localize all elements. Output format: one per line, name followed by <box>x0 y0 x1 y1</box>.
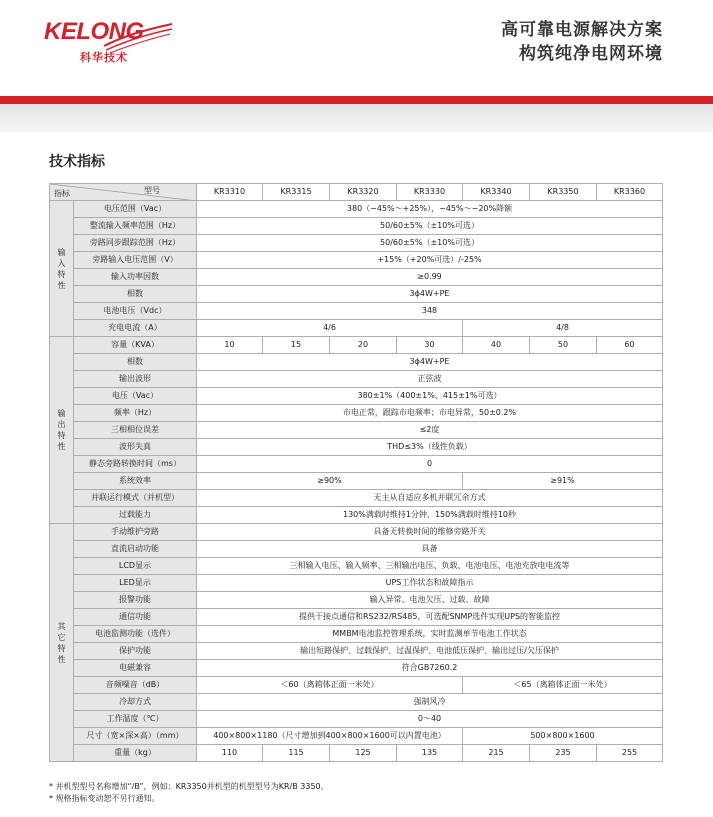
table-row <box>50 201 663 218</box>
header-gray-bar <box>0 104 713 132</box>
table-row <box>50 354 663 371</box>
row-value: 348 <box>197 303 663 320</box>
table-row <box>50 286 663 303</box>
table-row <box>50 473 663 490</box>
page-header <box>0 0 713 96</box>
model-header: KR3315 <box>263 184 330 201</box>
row-value: 无主从自适应多机并联冗余方式 <box>197 490 663 507</box>
capacity-value: 50 <box>530 337 597 354</box>
row-label: 重量（kg） <box>74 745 197 762</box>
row-value: ≥90% <box>197 473 463 490</box>
row-label: 冷却方式 <box>74 694 197 711</box>
slogan <box>501 18 663 66</box>
row-label: 频率（Hz） <box>74 405 197 422</box>
row-value: 380（−45%～+25%），−45%～−20%降额 <box>197 201 663 218</box>
row-value: 三相输入电压、输入频率、三相输出电压、负载、电池电压、电池充放电电流等 <box>197 558 663 575</box>
capacity-value: 10 <box>197 337 263 354</box>
row-value: 0 <box>197 456 663 473</box>
weight-value: 235 <box>530 745 597 762</box>
row-value: ≤2度 <box>197 422 663 439</box>
weight-value: 125 <box>330 745 397 762</box>
table-row <box>50 252 663 269</box>
table-row <box>50 524 663 541</box>
footnotes <box>49 781 329 805</box>
row-label: 旁路输入电压范围（V） <box>74 252 197 269</box>
table-row <box>50 609 663 626</box>
brand-subname: 科华技术 <box>80 51 128 64</box>
row-value: 0～40 <box>197 711 663 728</box>
model-header: KR3320 <box>330 184 397 201</box>
corner-index-label: 指标 <box>54 189 70 198</box>
row-value: 500×800×1600 <box>463 728 663 745</box>
model-header: KR3340 <box>463 184 530 201</box>
slogan-line-1: 高可靠电源解决方案 <box>501 20 663 40</box>
table-row <box>50 694 663 711</box>
table-row <box>50 592 663 609</box>
corner-cell <box>50 184 197 201</box>
row-label: 相数 <box>74 286 197 303</box>
diagonal-line <box>50 184 197 201</box>
row-label: 输出波形 <box>74 371 197 388</box>
weight-value: 255 <box>597 745 663 762</box>
header-red-bar <box>0 96 713 104</box>
row-value: UPS工作状态和故障指示 <box>197 575 663 592</box>
table-row <box>50 677 663 694</box>
row-label: 音频噪音（dB） <box>74 677 197 694</box>
row-value: 130%满载时维持1分钟，150%满载时维持10秒 <box>197 507 663 524</box>
table-header-row <box>50 184 663 201</box>
row-value: 输入异常、电池欠压、过载、故障 <box>197 592 663 609</box>
footnote: * 并机型型号名称增加“/B”，例如：KR3350并机型的机型型号为KR/B 3350。 <box>49 782 329 791</box>
table-row <box>50 643 663 660</box>
row-value: ≥91% <box>463 473 663 490</box>
category-output: 输 出 特 性 <box>50 337 74 524</box>
spec-table <box>49 183 663 762</box>
row-label: 输入功率因数 <box>74 269 197 286</box>
row-label: 旁路同步跟踪范围（Hz） <box>74 235 197 252</box>
row-value: 强制风冷 <box>197 694 663 711</box>
row-value: 4/6 <box>197 320 463 337</box>
table-row <box>50 388 663 405</box>
row-label: 尺寸（宽×深×高）（mm） <box>74 728 197 745</box>
capacity-value: 60 <box>597 337 663 354</box>
section-title: 技术指标 <box>49 154 105 170</box>
category-input: 输 入 特 性 <box>50 201 74 337</box>
row-value: 符合GB7260.2 <box>197 660 663 677</box>
table-row <box>50 303 663 320</box>
row-label: 相数 <box>74 354 197 371</box>
row-label: 通信功能 <box>74 609 197 626</box>
row-value: 50/60±5%（±10%可选） <box>197 235 663 252</box>
row-label: 容量（KVA） <box>74 337 197 354</box>
row-label: 充电电流（A） <box>74 320 197 337</box>
row-value: MMBM电池监控管理系统，实时监测单节电池工作状态 <box>197 626 663 643</box>
row-label: 系统效率 <box>74 473 197 490</box>
table-row <box>50 558 663 575</box>
kelong-logo <box>44 18 164 78</box>
table-row <box>50 490 663 507</box>
row-value: 3ϕ4W+PE <box>197 286 663 303</box>
row-value: 4/8 <box>463 320 663 337</box>
model-header: KR3310 <box>197 184 263 201</box>
row-value: 输出短路保护、过载保护、过温保护、电池低压保护、输出过压/欠压保护 <box>197 643 663 660</box>
table-row <box>50 337 663 354</box>
row-label: 三相相位误差 <box>74 422 197 439</box>
table-row <box>50 728 663 745</box>
corner-model-label: 型号 <box>144 186 160 195</box>
row-value: ＜60（离箱体正面一米处） <box>197 677 463 694</box>
model-header: KR3360 <box>597 184 663 201</box>
row-value: 400×800×1180（尺寸增加到400×800×1600可以内置电池） <box>197 728 463 745</box>
table-row <box>50 218 663 235</box>
row-value: 提供干接点通信和RS232/RS485，可选配SNMP选件实现UPS的智能监控 <box>197 609 663 626</box>
row-label: LED显示 <box>74 575 197 592</box>
row-label: 电压范围（Vac） <box>74 201 197 218</box>
capacity-value: 20 <box>330 337 397 354</box>
table-row <box>50 507 663 524</box>
weight-value: 110 <box>197 745 263 762</box>
model-header: KR3330 <box>397 184 463 201</box>
table-row <box>50 456 663 473</box>
table-row <box>50 575 663 592</box>
row-label: 保护功能 <box>74 643 197 660</box>
table-row <box>50 711 663 728</box>
row-label: 并联运行模式（并机型） <box>74 490 197 507</box>
row-value: 市电正常，跟踪市电频率；市电异常，50±0.2% <box>197 405 663 422</box>
slogan-line-2: 构筑纯净电网环境 <box>519 44 663 64</box>
weight-value: 215 <box>463 745 530 762</box>
row-label: 手动维护旁路 <box>74 524 197 541</box>
table-row <box>50 626 663 643</box>
footnote: * 规格指标变动恕不另行通知。 <box>49 794 160 803</box>
capacity-value: 15 <box>263 337 330 354</box>
row-value: ＜65（离箱体正面一米处） <box>463 677 663 694</box>
row-label: 电池监测功能（选件） <box>74 626 197 643</box>
category-other: 其 它 特 性 <box>50 524 74 762</box>
row-label: 电池电压（Vdc） <box>74 303 197 320</box>
row-value: 3ϕ4W+PE <box>197 354 663 371</box>
row-value: 380±1%（400±1%、415±1%可选） <box>197 388 663 405</box>
row-label: LCD显示 <box>74 558 197 575</box>
row-label: 工作温度（℃） <box>74 711 197 728</box>
row-value: 正弦波 <box>197 371 663 388</box>
brand-name: KELONG <box>44 18 144 45</box>
row-value: THD≤3%（线性负载） <box>197 439 663 456</box>
row-value: ≥0.99 <box>197 269 663 286</box>
row-label: 整流输入频率范围（Hz） <box>74 218 197 235</box>
table-row <box>50 745 663 762</box>
table-row <box>50 660 663 677</box>
row-value: 50/60±5%（±10%可选） <box>197 218 663 235</box>
weight-value: 115 <box>263 745 330 762</box>
capacity-value: 30 <box>397 337 463 354</box>
table-row <box>50 235 663 252</box>
table-row <box>50 320 663 337</box>
weight-value: 135 <box>397 745 463 762</box>
row-label: 报警功能 <box>74 592 197 609</box>
table-row <box>50 371 663 388</box>
table-row <box>50 439 663 456</box>
row-value: 具备无转换时间的维修旁路开关 <box>197 524 663 541</box>
row-label: 电压（Vac） <box>74 388 197 405</box>
model-header: KR3350 <box>530 184 597 201</box>
row-value: 具备 <box>197 541 663 558</box>
capacity-value: 40 <box>463 337 530 354</box>
row-value: +15%（+20%可选）/-25% <box>197 252 663 269</box>
row-label: 电磁兼容 <box>74 660 197 677</box>
table-row <box>50 422 663 439</box>
row-label: 波形失真 <box>74 439 197 456</box>
table-row <box>50 405 663 422</box>
table-row <box>50 541 663 558</box>
row-label: 静态旁路转换时间（ms） <box>74 456 197 473</box>
row-label: 过载能力 <box>74 507 197 524</box>
row-label: 直流启动功能 <box>74 541 197 558</box>
table-row <box>50 269 663 286</box>
